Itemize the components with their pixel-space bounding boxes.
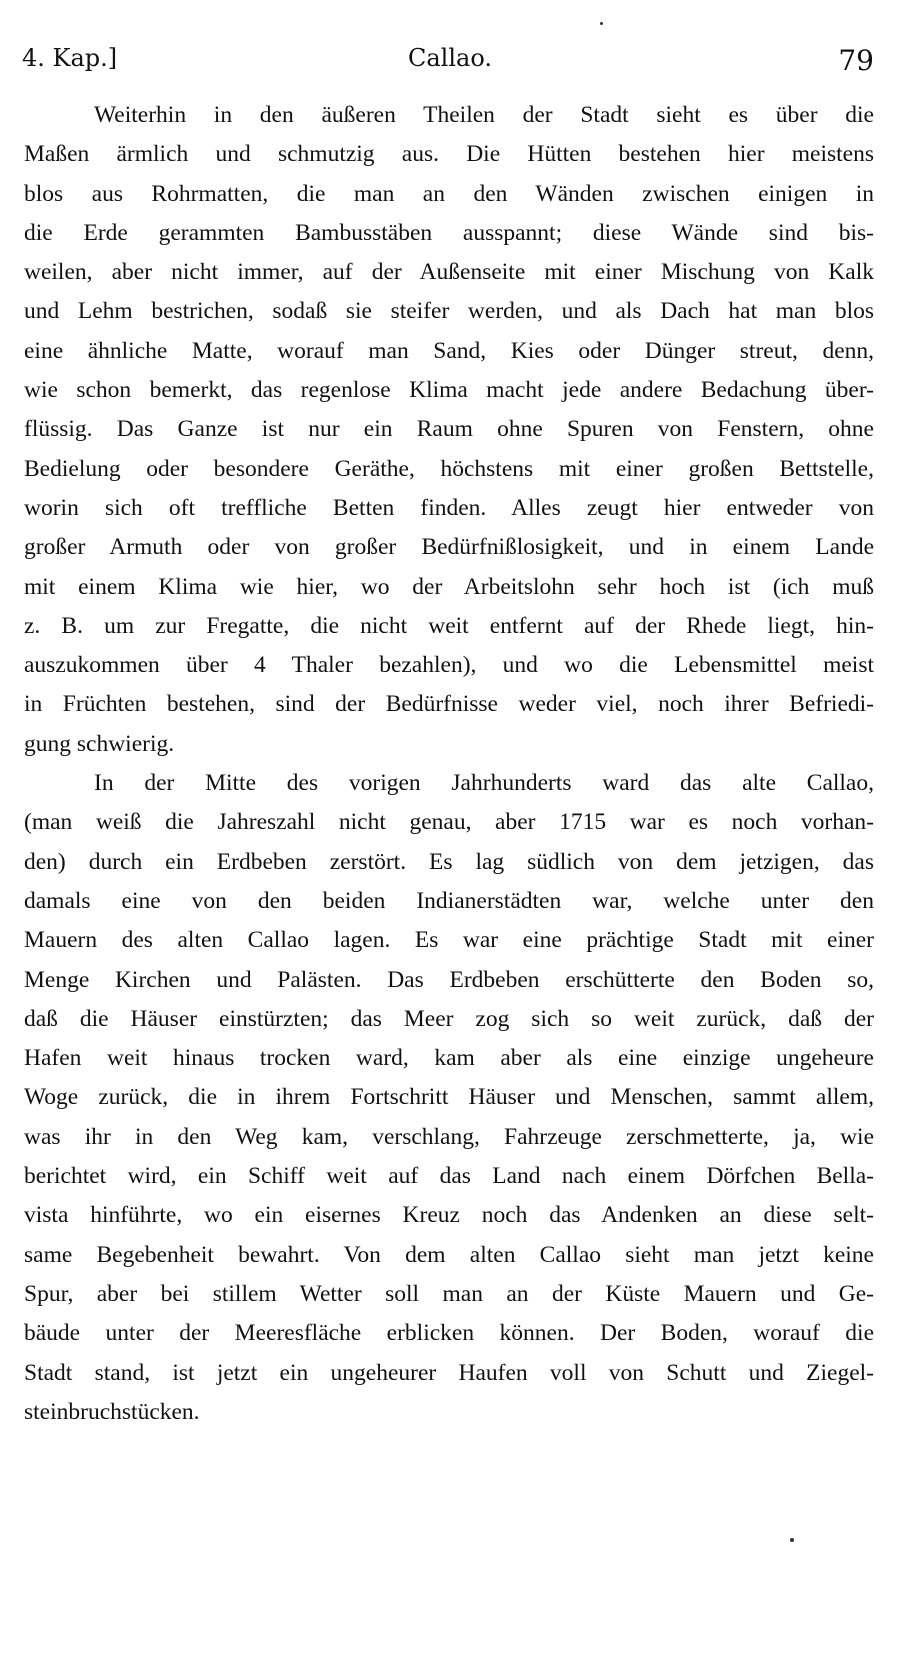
text-line: in Früchten bestehen, sind der Bedürfnisse weder viel, noch ihrer Befriedi- bbox=[24, 691, 874, 718]
text-line: Bedielung oder besondere Geräthe, höchstens mit einer großen Bettstelle, bbox=[24, 455, 874, 482]
text-line: In der Mitte des vorigen Jahrhunderts ward das alte Callao, bbox=[94, 770, 874, 797]
text-line: steinbruchstücken. bbox=[24, 1398, 200, 1425]
paragraph-2 bbox=[24, 764, 874, 1432]
text-line: worin sich oft treffliche Betten finden. Alles zeugt hier entweder von bbox=[24, 494, 874, 521]
text-line: was ihr in den Weg kam, verschlang, Fahrzeuge zerschmetterte, ja, wie bbox=[24, 1123, 874, 1150]
text-line: großer Armuth oder von großer Bedürfnißlosigkeit, und in einem Lande bbox=[24, 534, 874, 561]
page-body bbox=[24, 96, 874, 1432]
running-title: Callao. bbox=[408, 44, 492, 72]
print-speck bbox=[790, 1538, 794, 1542]
text-line: vista hinführte, wo ein eisernes Kreuz noch das Andenken an diese selt- bbox=[24, 1202, 874, 1229]
text-line: Stadt stand, ist jetzt ein ungeheurer Haufen voll von Schutt und Ziegel- bbox=[24, 1359, 874, 1386]
text-line: Weiterhin in den äußeren Theilen der Stadt sieht es über die bbox=[94, 102, 874, 128]
text-line: Spur, aber bei stillem Wetter soll man an der Küste Mauern und Ge- bbox=[24, 1280, 874, 1307]
text-line: mit einem Klima wie hier, wo der Arbeitslohn sehr hoch ist (ich muß bbox=[24, 573, 874, 600]
page-number: 79 bbox=[838, 44, 874, 77]
text-line: auszukommen über 4 Thaler bezahlen), und wo die Lebensmittel meist bbox=[24, 652, 874, 679]
text-line: wie schon bemerkt, das regenlose Klima macht jede andere Bedachung über- bbox=[24, 377, 874, 404]
text-line: (man weiß die Jahreszahl nicht genau, aber 1715 war es noch vorhan- bbox=[24, 809, 874, 836]
text-line: damals eine von den beiden Indianerstädten war, welche unter den bbox=[24, 887, 874, 914]
text-line: flüssig. Das Ganze ist nur ein Raum ohne Spuren von Fenstern, ohne bbox=[24, 416, 874, 443]
chapter-reference: 4. Kap.] bbox=[22, 44, 118, 72]
paragraph-1 bbox=[24, 96, 874, 764]
text-line: blos aus Rohrmatten, die man an den Wänden zwischen einigen in bbox=[24, 180, 874, 207]
text-line: eine ähnliche Matte, worauf man Sand, Kies oder Dünger streut, denn, bbox=[24, 337, 874, 364]
text-line: Maßen ärmlich und schmutzig aus. Die Hütten bestehen hier meistens bbox=[24, 141, 874, 168]
text-line: Woge zurück, die in ihrem Fortschritt Häuser und Menschen, sammt allem, bbox=[24, 1084, 874, 1111]
text-line: den) durch ein Erdbeben zerstört. Es lag südlich von dem jetzigen, das bbox=[24, 848, 874, 875]
text-line: Mauern des alten Callao lagen. Es war eine prächtige Stadt mit einer bbox=[24, 927, 874, 954]
text-line: Hafen weit hinaus trocken ward, kam aber als eine einzige ungeheure bbox=[24, 1045, 874, 1072]
text-line: Menge Kirchen und Palästen. Das Erdbeben erschütterte den Boden so, bbox=[24, 966, 874, 993]
text-line: weilen, aber nicht immer, auf der Außenseite mit einer Mischung von Kalk bbox=[24, 259, 874, 286]
text-line: berichtet wird, ein Schiff weit auf das Land nach einem Dörfchen Bella- bbox=[24, 1163, 874, 1190]
print-speck bbox=[600, 22, 603, 25]
text-line: daß die Häuser einstürzten; das Meer zog sich so weit zurück, daß der bbox=[24, 1005, 874, 1032]
text-line: same Begebenheit bewahrt. Von dem alten Callao sieht man jetzt keine bbox=[24, 1241, 874, 1268]
text-line: bäude unter der Meeresfläche erblicken können. Der Boden, worauf die bbox=[24, 1320, 874, 1347]
text-line: und Lehm bestrichen, sodaß sie steifer werden, und als Dach hat man blos bbox=[24, 298, 874, 325]
text-line: z. B. um zur Fregatte, die nicht weit entfernt auf der Rhede liegt, hin- bbox=[24, 612, 874, 639]
text-line: gung schwierig. bbox=[24, 730, 175, 757]
text-line: die Erde gerammten Bambusstäben ausspannt; diese Wände sind bis- bbox=[24, 219, 874, 246]
page-header bbox=[22, 44, 878, 84]
